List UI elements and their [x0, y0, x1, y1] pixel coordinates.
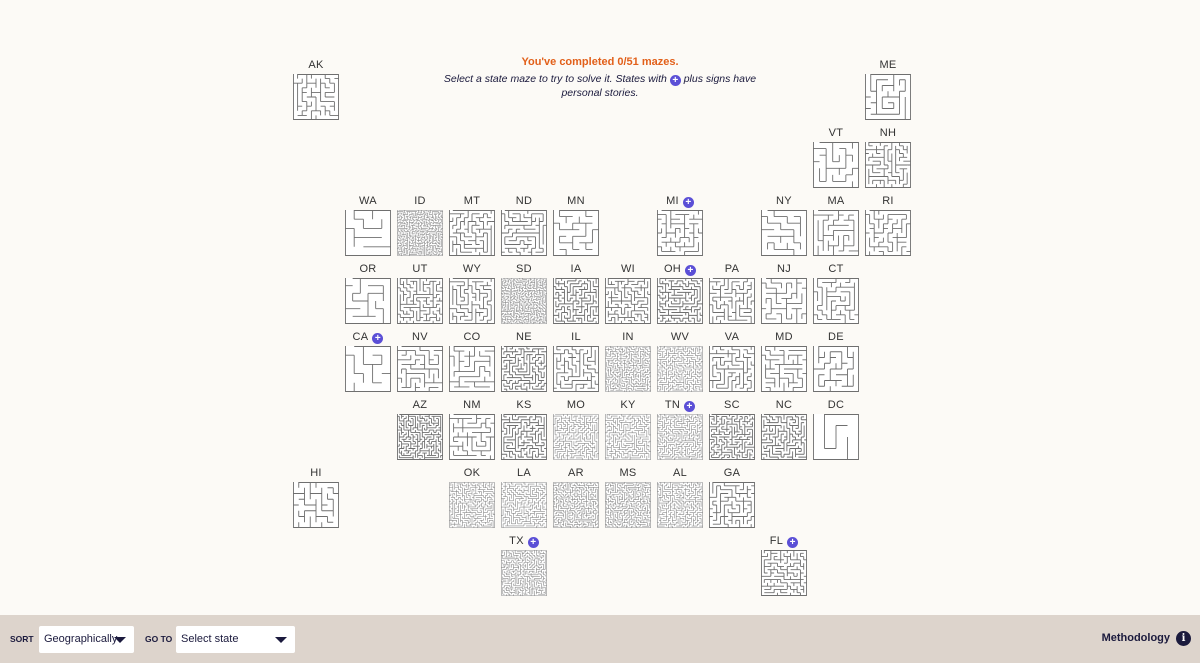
maze-walls — [501, 210, 547, 256]
state-label — [551, 467, 601, 479]
plus-story-icon: + — [683, 197, 694, 208]
maze-thumbnail[interactable] — [813, 142, 859, 188]
state-maze-nv[interactable] — [395, 331, 445, 393]
goto-value: Select state — [181, 633, 239, 645]
state-label — [343, 195, 393, 207]
state-abbr: CO — [463, 331, 481, 343]
state-maze-sd[interactable] — [499, 263, 549, 325]
state-maze-md[interactable] — [759, 331, 809, 393]
state-label — [551, 399, 601, 411]
info-icon[interactable]: i — [1176, 631, 1191, 646]
maze-walls — [865, 142, 911, 188]
state-abbr: NE — [516, 331, 532, 343]
state-abbr: VT — [828, 127, 844, 139]
state-label — [395, 399, 445, 411]
state-abbr: DC — [827, 399, 845, 411]
maze-thumbnail[interactable] — [761, 414, 807, 460]
maze-walls — [553, 210, 599, 256]
plus-story-icon: + — [528, 537, 539, 548]
maze-thumbnail[interactable] — [501, 346, 547, 392]
state-abbr: TX — [509, 535, 524, 547]
state-label — [499, 535, 549, 547]
maze-thumbnail[interactable] — [553, 414, 599, 460]
maze-thumbnail[interactable] — [501, 210, 547, 256]
maze-walls — [345, 346, 391, 392]
maze-thumbnail[interactable] — [397, 210, 443, 256]
maze-thumbnail[interactable] — [761, 346, 807, 392]
maze-walls — [397, 346, 443, 392]
state-abbr: LA — [516, 467, 532, 479]
maze-walls — [501, 414, 547, 460]
maze-thumbnail[interactable] — [605, 278, 651, 324]
maze-walls — [449, 278, 495, 324]
state-label — [447, 399, 497, 411]
state-abbr: ND — [515, 195, 533, 207]
state-maze-mt[interactable] — [447, 195, 497, 257]
maze-thumbnail[interactable] — [397, 346, 443, 392]
state-abbr: AK — [308, 59, 324, 71]
state-label — [499, 399, 549, 411]
state-abbr: WI — [620, 263, 636, 275]
maze-walls — [709, 278, 755, 324]
state-abbr: HI — [310, 467, 322, 479]
state-maze-nh[interactable] — [863, 127, 913, 189]
maze-walls — [553, 278, 599, 324]
maze-thumbnail[interactable] — [293, 482, 339, 528]
plus-story-icon: + — [684, 401, 695, 412]
maze-walls — [709, 482, 755, 528]
maze-walls — [397, 210, 443, 256]
maze-walls — [813, 210, 859, 256]
maze-walls — [657, 210, 703, 256]
state-maze-ma[interactable] — [811, 195, 861, 257]
state-label — [499, 467, 549, 479]
state-maze-wy[interactable] — [447, 263, 497, 325]
maze-walls — [814, 414, 859, 460]
maze-walls — [501, 550, 547, 596]
maze-thumbnail[interactable] — [501, 550, 547, 596]
state-abbr: NJ — [776, 263, 792, 275]
state-label — [551, 195, 601, 207]
state-abbr: FL — [769, 535, 784, 547]
state-maze-ia[interactable] — [551, 263, 601, 325]
state-maze-co[interactable] — [447, 331, 497, 393]
maze-walls — [501, 482, 547, 528]
state-maze-az[interactable] — [395, 399, 445, 461]
maze-thumbnail[interactable] — [345, 210, 391, 256]
state-label — [655, 331, 705, 343]
maze-walls — [553, 414, 599, 460]
goto-select[interactable] — [176, 626, 295, 653]
maze-walls — [553, 482, 599, 528]
state-label — [863, 59, 913, 71]
state-label — [707, 263, 757, 275]
state-label — [447, 263, 497, 275]
state-label — [707, 331, 757, 343]
state-label — [447, 467, 497, 479]
state-label — [603, 467, 653, 479]
instructions — [440, 72, 760, 100]
state-label — [551, 331, 601, 343]
state-label — [551, 263, 601, 275]
state-abbr: TN — [664, 399, 681, 411]
state-abbr: NM — [463, 399, 481, 411]
maze-walls — [293, 482, 339, 528]
state-maze-dc[interactable] — [811, 399, 861, 461]
plus-story-icon: + — [685, 265, 696, 276]
maze-thumbnail[interactable] — [657, 210, 703, 256]
state-label — [447, 195, 497, 207]
state-maze-wa[interactable] — [343, 195, 393, 257]
maze-thumbnail[interactable] — [657, 414, 703, 460]
state-maze-ky[interactable] — [603, 399, 653, 461]
maze-walls — [657, 414, 703, 460]
state-abbr: OK — [463, 467, 481, 479]
maze-thumbnail[interactable] — [813, 278, 859, 324]
maze-walls — [813, 346, 859, 392]
maze-thumbnail[interactable] — [605, 346, 651, 392]
state-abbr: AZ — [412, 399, 428, 411]
maze-walls — [449, 482, 495, 528]
maze-thumbnail[interactable] — [449, 414, 495, 460]
state-abbr: MO — [566, 399, 586, 411]
maze-walls — [605, 414, 651, 460]
instruction-text: Select a state maze to try to solve it. States with — [443, 73, 667, 85]
state-abbr: SC — [724, 399, 740, 411]
maze-thumbnail[interactable] — [761, 278, 807, 324]
state-maze-mo[interactable] — [551, 399, 601, 461]
maze-walls — [345, 278, 391, 324]
maze-thumbnail[interactable] — [813, 210, 859, 256]
maze-thumbnail[interactable] — [345, 346, 391, 392]
state-abbr: AR — [568, 467, 584, 479]
state-maze-nj[interactable] — [759, 263, 809, 325]
maze-thumbnail[interactable] — [449, 482, 495, 528]
maze-walls — [449, 414, 495, 460]
maze-thumbnail[interactable] — [501, 482, 547, 528]
state-label — [759, 331, 809, 343]
state-maze-nc[interactable] — [759, 399, 809, 461]
state-maze-wi[interactable] — [603, 263, 653, 325]
maze-thumbnail[interactable] — [345, 278, 391, 324]
plus-story-icon: + — [372, 333, 383, 344]
state-abbr: NH — [879, 127, 897, 139]
maze-walls — [761, 550, 807, 596]
state-label — [863, 127, 913, 139]
state-abbr: RI — [882, 195, 894, 207]
maze-thumbnail[interactable] — [553, 482, 599, 528]
maze-walls — [605, 278, 651, 324]
progress-text: You've completed 0/51 mazes. — [521, 56, 679, 68]
state-abbr: KS — [516, 399, 532, 411]
state-abbr: IA — [570, 263, 582, 275]
state-label — [811, 331, 861, 343]
maze-thumbnail[interactable] — [709, 482, 755, 528]
state-label — [655, 195, 705, 207]
state-label — [655, 399, 705, 411]
maze-walls — [345, 210, 391, 256]
maze-thumbnail[interactable] — [761, 550, 807, 596]
state-label — [811, 263, 861, 275]
state-abbr: NY — [776, 195, 792, 207]
state-label — [603, 331, 653, 343]
state-abbr: OH — [663, 263, 682, 275]
state-maze-ak[interactable] — [291, 59, 341, 121]
caret-down-icon — [275, 637, 287, 643]
state-maze-in[interactable] — [603, 331, 653, 393]
state-abbr: WA — [359, 195, 377, 207]
state-maze-fl[interactable] — [759, 535, 809, 597]
maze-walls — [709, 414, 755, 460]
maze-walls — [657, 278, 703, 324]
state-maze-la[interactable] — [499, 467, 549, 529]
maze-thumbnail[interactable] — [501, 278, 547, 324]
state-abbr: CA — [352, 331, 369, 343]
state-abbr: ID — [414, 195, 426, 207]
state-abbr: UT — [412, 263, 428, 275]
state-label — [759, 195, 809, 207]
state-maze-al[interactable] — [655, 467, 705, 529]
state-abbr: MN — [567, 195, 585, 207]
state-label — [759, 399, 809, 411]
maze-walls — [813, 278, 859, 324]
state-abbr: MD — [775, 331, 793, 343]
maze-walls — [501, 278, 547, 324]
maze-thumbnail[interactable] — [865, 74, 911, 120]
maze-thumbnail[interactable] — [865, 210, 911, 256]
state-abbr: CT — [828, 263, 844, 275]
state-label — [811, 399, 861, 411]
maze-thumbnail[interactable] — [657, 482, 703, 528]
maze-thumbnail[interactable] — [501, 414, 547, 460]
sort-value: Geographically — [44, 633, 118, 645]
state-label — [655, 263, 705, 275]
maze-walls — [553, 346, 599, 392]
maze-walls — [501, 346, 547, 392]
maze-thumbnail[interactable] — [605, 414, 651, 460]
state-maze-mi[interactable] — [655, 195, 705, 257]
state-label — [343, 263, 393, 275]
plus-story-icon: + — [787, 537, 798, 548]
maze-thumbnail[interactable] — [813, 346, 859, 392]
state-maze-tx[interactable] — [499, 535, 549, 597]
state-maze-ok[interactable] — [447, 467, 497, 529]
state-abbr: DE — [828, 331, 844, 343]
maze-walls — [761, 414, 807, 460]
maze-thumbnail[interactable] — [657, 278, 703, 324]
maze-thumbnail[interactable] — [605, 482, 651, 528]
maze-thumbnail[interactable] — [553, 346, 599, 392]
footer-bar — [0, 615, 1200, 663]
maze-walls — [397, 278, 443, 324]
state-maze-or[interactable] — [343, 263, 393, 325]
maze-walls — [761, 210, 807, 256]
maze-walls — [865, 210, 911, 256]
state-abbr: MT — [463, 195, 481, 207]
state-maze-ny[interactable] — [759, 195, 809, 257]
maze-thumbnail[interactable] — [553, 210, 599, 256]
state-label — [291, 59, 341, 71]
state-abbr: VA — [724, 331, 740, 343]
state-maze-ut[interactable] — [395, 263, 445, 325]
state-maze-me[interactable] — [863, 59, 913, 121]
sort-label: SORT — [10, 634, 34, 644]
maze-walls — [449, 346, 495, 392]
state-maze-oh[interactable] — [655, 263, 705, 325]
instruction-text-2: plus signs have personal stories. — [561, 73, 757, 99]
maze-thumbnail[interactable] — [709, 346, 755, 392]
state-label — [291, 467, 341, 479]
state-maze-de[interactable] — [811, 331, 861, 393]
state-abbr: IL — [571, 331, 581, 343]
state-maze-wv[interactable] — [655, 331, 705, 393]
caret-down-icon — [114, 637, 126, 643]
state-abbr: OR — [359, 263, 377, 275]
maze-walls — [709, 346, 755, 392]
maze-thumbnail[interactable] — [813, 414, 859, 460]
state-label — [811, 195, 861, 207]
state-label — [759, 535, 809, 547]
state-maze-hi[interactable] — [291, 467, 341, 529]
state-abbr: MI — [666, 195, 679, 207]
state-abbr: MA — [827, 195, 845, 207]
state-abbr: IN — [622, 331, 634, 343]
maze-thumbnail[interactable] — [293, 74, 339, 120]
maze-thumbnail[interactable] — [761, 210, 807, 256]
state-maze-sc[interactable] — [707, 399, 757, 461]
methodology-link[interactable]: Methodology — [1101, 632, 1170, 644]
maze-walls — [397, 414, 443, 460]
state-abbr: GA — [723, 467, 741, 479]
state-maze-ne[interactable] — [499, 331, 549, 393]
maze-walls — [657, 482, 703, 528]
state-label — [499, 195, 549, 207]
maze-thumbnail[interactable] — [865, 142, 911, 188]
state-abbr: PA — [724, 263, 740, 275]
state-abbr: NV — [412, 331, 428, 343]
state-label — [603, 263, 653, 275]
maze-walls — [865, 74, 911, 120]
state-maze-mn[interactable] — [551, 195, 601, 257]
intro — [440, 55, 760, 100]
state-maze-ca[interactable] — [343, 331, 393, 393]
maze-thumbnail[interactable] — [397, 278, 443, 324]
state-maze-nd[interactable] — [499, 195, 549, 257]
state-abbr: AL — [672, 467, 688, 479]
state-label — [863, 195, 913, 207]
state-label — [603, 399, 653, 411]
maze-walls — [293, 74, 339, 120]
state-abbr: NC — [775, 399, 793, 411]
state-label — [499, 263, 549, 275]
state-abbr: MS — [619, 467, 637, 479]
state-maze-ms[interactable] — [603, 467, 653, 529]
maze-thumbnail[interactable] — [449, 210, 495, 256]
state-abbr: ME — [879, 59, 897, 71]
state-maze-vt[interactable] — [811, 127, 861, 189]
state-label — [759, 263, 809, 275]
maze-thumbnail[interactable] — [709, 414, 755, 460]
state-label — [707, 467, 757, 479]
state-maze-pa[interactable] — [707, 263, 757, 325]
maze-walls — [761, 346, 807, 392]
state-abbr: WV — [670, 331, 690, 343]
maze-walls — [605, 346, 651, 392]
state-label — [343, 331, 393, 343]
maze-walls — [813, 142, 859, 188]
maze-walls — [657, 346, 703, 392]
state-maze-nm[interactable] — [447, 399, 497, 461]
state-label — [395, 195, 445, 207]
maze-thumbnail[interactable] — [449, 278, 495, 324]
maze-thumbnail[interactable] — [657, 346, 703, 392]
state-maze-ri[interactable] — [863, 195, 913, 257]
plus-icon: + — [670, 75, 681, 86]
state-label — [395, 263, 445, 275]
state-maze-ga[interactable] — [707, 467, 757, 529]
maze-walls — [761, 278, 807, 324]
state-maze-tn[interactable] — [655, 399, 705, 461]
goto-label: GO TO — [145, 634, 173, 644]
state-maze-ct[interactable] — [811, 263, 861, 325]
state-label — [655, 467, 705, 479]
maze-thumbnail[interactable] — [553, 278, 599, 324]
maze-thumbnail[interactable] — [397, 414, 443, 460]
state-maze-ar[interactable] — [551, 467, 601, 529]
state-label — [811, 127, 861, 139]
maze-thumbnail[interactable] — [449, 346, 495, 392]
maze-walls — [449, 210, 495, 256]
state-abbr: KY — [620, 399, 636, 411]
sort-select[interactable] — [39, 626, 134, 653]
state-label — [447, 331, 497, 343]
maze-thumbnail[interactable] — [709, 278, 755, 324]
state-label — [499, 331, 549, 343]
state-maze-id[interactable] — [395, 195, 445, 257]
state-abbr: SD — [516, 263, 532, 275]
state-maze-il[interactable] — [551, 331, 601, 393]
state-label — [395, 331, 445, 343]
state-maze-va[interactable] — [707, 331, 757, 393]
state-maze-ks[interactable] — [499, 399, 549, 461]
maze-walls — [605, 482, 651, 528]
state-abbr: WY — [462, 263, 482, 275]
state-label — [707, 399, 757, 411]
